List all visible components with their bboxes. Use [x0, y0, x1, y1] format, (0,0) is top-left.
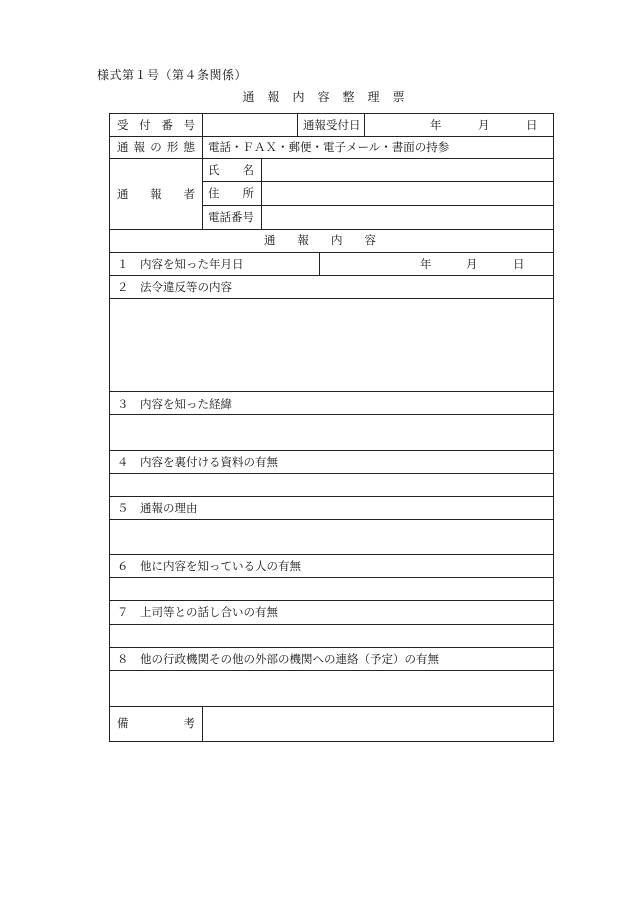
content-item-evidence-label: ４ 内容を裏付ける資料の有無: [117, 455, 278, 469]
known-date-year-label: 年: [420, 257, 432, 271]
content-item-violation-label: ２ 法令違反等の内容: [117, 280, 232, 294]
supervisor-discussion-field[interactable]: [110, 625, 553, 647]
reporter-phone-label: 電話番号: [208, 210, 254, 224]
content-item-reason-label: ５ 通報の理由: [117, 501, 198, 515]
others-aware-field[interactable]: [110, 578, 553, 600]
violation-details-field[interactable]: [110, 299, 553, 391]
external-contact-field[interactable]: [110, 671, 553, 706]
known-date-month-label: 月: [466, 257, 478, 271]
content-item-others-aware-label: ６ 他に内容を知っている人の有無: [117, 559, 301, 573]
receipt-date-label: 通報受付日: [303, 118, 361, 132]
report-method-options[interactable]: 電話・ＦＡＸ・郵便・電子メール・書面の持参: [208, 140, 450, 154]
circumstances-field[interactable]: [110, 415, 553, 450]
content-section-title: 通報内容: [264, 233, 398, 247]
content-item-supervisor-discussion-label: ７ 上司等との話し合いの有無: [117, 605, 278, 619]
evidence-field[interactable]: [110, 474, 553, 496]
receipt-date-day-label: 日: [526, 118, 538, 132]
reporter-name-label: 氏名: [208, 163, 254, 177]
reporter-section-label: 通報者: [117, 187, 195, 201]
content-item-external-contact-label: ８ 他の行政機関その他の外部の機関への連絡（予定）の有無: [117, 652, 439, 666]
receipt-date-month-label: 月: [478, 118, 490, 132]
reporter-address-label: 住所: [208, 186, 254, 200]
report-method-label: 通報の形態: [117, 140, 195, 154]
remarks-label: 備考: [117, 716, 195, 730]
content-item-date-known-label: １ 内容を知った年月日: [117, 257, 244, 271]
content-item-circumstances-label: ３ 内容を知った経緯: [117, 397, 232, 411]
receipt-date-year-label: 年: [430, 118, 442, 132]
known-date-day-label: 日: [513, 257, 525, 271]
form-number-label: 様式第１号（第４条関係）: [97, 68, 248, 82]
reason-field[interactable]: [110, 520, 553, 554]
document-title: 通報内容整理票: [242, 90, 418, 104]
receipt-number-label: 受付番号: [117, 118, 195, 132]
